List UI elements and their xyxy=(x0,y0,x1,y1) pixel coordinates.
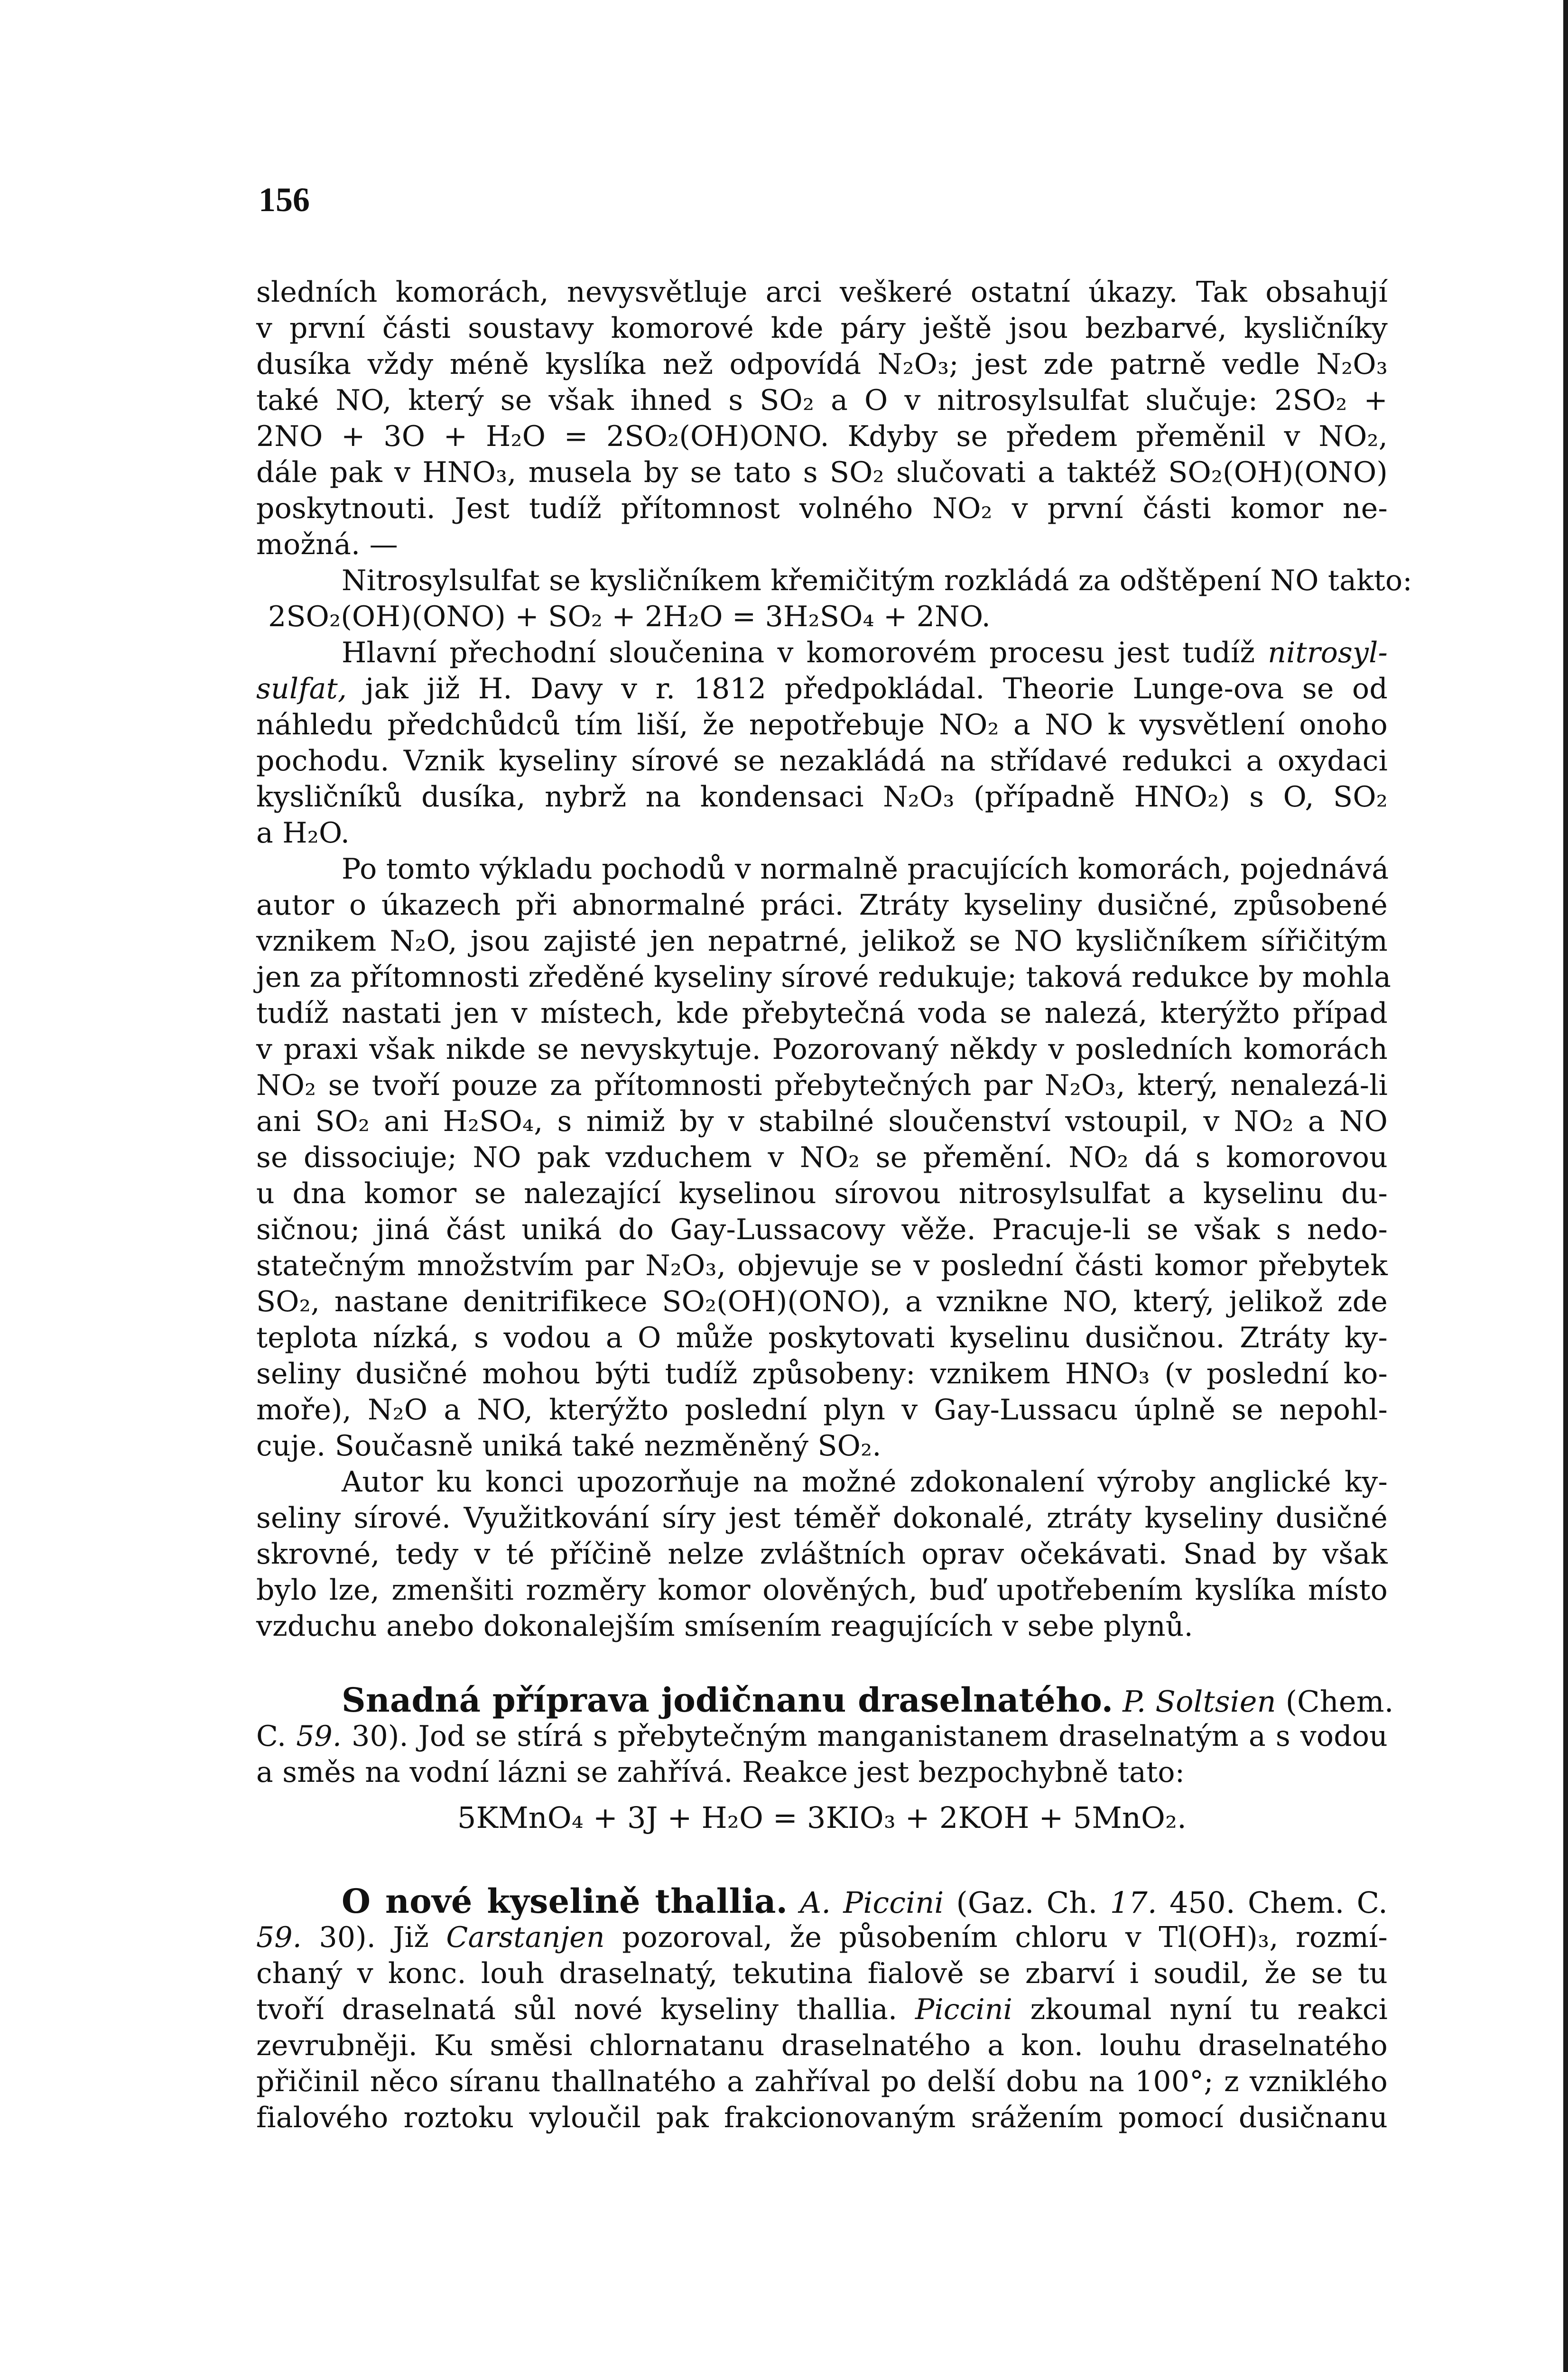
article-thallium xyxy=(256,1883,1388,2136)
text-run xyxy=(788,1885,800,1920)
text-line: teplota nízká, s vodou a O může poskytovati kyselinu dusičnou. Ztráty ky- xyxy=(256,1321,1388,1354)
text-line: pochodu. Vznik kyseliny sírové se nezakládá na střídavé redukci a oxydaci xyxy=(256,744,1388,778)
text-line xyxy=(256,635,1388,671)
text-line xyxy=(256,1919,1388,1955)
text-line: dusíka vždy méně kyslíka než odpovídá N₂O₃; jest zde patrně vedle N₂O₃ xyxy=(256,348,1388,381)
text-line: tudíž nastati jen v místech, kde přebytečná voda se nalezá, kterýžto případ xyxy=(256,997,1388,1030)
text-line: zevrubněji. Ku směsi chlornatanu draselnatého a kon. louhu draselnatého xyxy=(256,2029,1388,2062)
article-jodicnan xyxy=(256,1680,1394,1836)
text-run: tvoří draselnatá sůl nové kyseliny thallia. xyxy=(256,1993,915,2026)
text-line: Nitrosylsulfat se kysličníkem křemičitým rozkládá za odštěpení NO takto: xyxy=(342,564,1412,597)
text-run: zkoumal nyní tu reakci xyxy=(1012,1993,1388,2026)
text-line: jen za přítomnosti zředěné kyseliny sírové redukuje; taková redukce by mohla xyxy=(256,961,1392,994)
text-line: náhledu předchůdců tím liší, že nepotřebuje NO₂ a NO k vysvětlení onoho xyxy=(256,708,1388,741)
text-line: Autor ku konci upozorňuje na možné zdokonalení výroby anglické ky- xyxy=(342,1465,1388,1499)
text-run: jak již H. Davy v r. 1812 předpokládal. Theorie Lunge-ova se od xyxy=(347,672,1388,705)
text-line: cuje. Současně uniká také nezměněný SO₂. xyxy=(256,1429,881,1463)
text-line: 2NO + 3O + H₂O = 2SO₂(OH)ONO. Kdyby se předem přeměnil v NO₂, xyxy=(256,420,1388,453)
text-run: 30). Již xyxy=(302,1921,446,1954)
article-author: A. Piccini xyxy=(800,1885,944,1920)
text-line: vzduchu anebo dokonalejším smísením reagujících v sebe plynů. xyxy=(256,1610,1193,1643)
text-line: v první části soustavy komorové kde páry ještě jsou bezbarvé, kysličníky xyxy=(256,312,1388,345)
volume-number: 59. xyxy=(256,1921,302,1954)
text-line: SO₂, nastane denitrifikece SO₂(OH)(ONO), a vznikne NO, který, jelikož zde xyxy=(256,1285,1388,1318)
page-number: 156 xyxy=(259,181,310,219)
text-line: ani SO₂ ani H₂SO₄, s nimiž by v stabilné sloučenství vstoupil, v NO₂ a NO xyxy=(256,1105,1388,1138)
paragraph-conclusion xyxy=(256,1464,1388,1644)
text-line: autor o úkazech při abnormalné práci. Ztráty kyseliny dusičné, způsobené xyxy=(256,889,1388,922)
text-line: poskytnouti. Jest tudíž přítomnost volného NO₂ v první části komor ne- xyxy=(256,492,1388,525)
text-line: seliny sírové. Využitkování síry jest téměř dokonalé, ztráty kyseliny dusičné xyxy=(256,1501,1388,1535)
text-run: pozoroval, že působením chloru v Tl(OH)₃, rozmí- xyxy=(604,1921,1388,1954)
text-line: bylo lze, zmenšiti rozměry komor olověných, buď upotřebením kyslíka místo xyxy=(256,1574,1388,1607)
text-line: vznikem N₂O, jsou zajisté jen nepatrné, jelikož se NO kysličníkem sířičitým xyxy=(256,925,1388,958)
text-line: NO₂ se tvoří pouze za přítomnosti přebytečných par N₂O₃, který, nenalezá-li xyxy=(256,1069,1388,1102)
text-line: a H₂O. xyxy=(256,816,350,850)
text-line xyxy=(256,1992,1388,2028)
text-line: se dissociuje; NO pak vzduchem v NO₂ se přemění. NO₂ dá s komorovou xyxy=(256,1141,1388,1174)
text-line: také NO, který se však ihned s SO₂ a O v nitrosylsulfat slučuje: 2SO₂ + xyxy=(256,384,1388,417)
equation-line: 2SO₂(OH)(ONO) + SO₂ + 2H₂O = 3H₂SO₄ + 2NO. xyxy=(268,600,991,633)
text-run: Hlavní přechodní sloučenina v komorovém procesu jest tudíž xyxy=(342,636,1268,669)
text-line: fialového roztoku vyloučil pak frakcionovaným srážením pomocí dusičnanu xyxy=(256,2101,1388,2134)
text-line: u dna komor se nalezající kyselinou sírovou nitrosylsulfat a kyselinu du- xyxy=(256,1177,1388,1210)
paragraph-continuation xyxy=(256,274,1388,563)
volume-number: 59. xyxy=(296,1720,342,1753)
cited-author: Carstanjen xyxy=(446,1921,605,1954)
text-line: kysličníků dusíka, nybrž na kondensaci N₂O₃ (případně HNO₂) s O, SO₂ xyxy=(256,780,1388,814)
text-run: 30). Jod se stírá s přebytečným manganistanem draselnatým a s vodou xyxy=(342,1720,1388,1753)
equation-line: 5KMnO₄ + 3J + H₂O = 3KIO₃ + 2KOH + 5MnO₂. xyxy=(457,1800,1187,1835)
text-run: (Chem. xyxy=(1276,1684,1394,1719)
text-run xyxy=(1113,1684,1123,1719)
text-line: skrovné, tedy v té příčině nelze zvláštních oprav očekávati. Snad by však xyxy=(256,1538,1388,1571)
paragraph-nitrosylsulfat xyxy=(256,563,1412,635)
text-line: přičinil něco síranu thallnatého a zahříval po delší dobu na 100°; z vzniklého xyxy=(256,2065,1388,2098)
paragraph-abnormal xyxy=(256,851,1392,1464)
text-run: (Gaz. Ch. xyxy=(944,1885,1110,1920)
article-heading-line xyxy=(256,1883,1388,1919)
text-run: C. xyxy=(256,1720,297,1753)
text-line: Po tomto výkladu pochodů v normalně pracujících komorách, pojednává xyxy=(342,852,1389,886)
text-run: 450. Chem. C. xyxy=(1157,1885,1388,1920)
paragraph-hlavni xyxy=(256,635,1388,851)
text-line: možná. — xyxy=(256,528,398,561)
italic-term: sulfat, xyxy=(256,672,347,705)
text-line xyxy=(256,671,1388,707)
article-title: Snadná příprava jodičnanu draselnatého. xyxy=(342,1680,1113,1720)
text-line: dále pak v HNO₃, musela by se tato s SO₂ slučovati a taktéž SO₂(OH)(ONO) xyxy=(256,456,1388,489)
article-author: P. Soltsien xyxy=(1123,1684,1276,1719)
text-line: sičnou; jiná část uniká do Gay-Lussacovy věže. Pracuje-li se však s nedo- xyxy=(256,1213,1388,1246)
article-heading-line xyxy=(256,1680,1394,1720)
text-line: seliny dusičné mohou býti tudíž způsobeny: vznikem HNO₃ (v poslední ko- xyxy=(256,1357,1388,1390)
italic-term: nitrosyl- xyxy=(1268,636,1388,669)
text-line: statečným množstvím par N₂O₃, objevuje se v poslední části komor přebytek xyxy=(256,1249,1388,1282)
article-title: O nové kyselině thallia. xyxy=(342,1881,788,1921)
text-line: chaný v konc. louh draselnatý, tekutina fialově se zbarví i soudil, že se tu xyxy=(256,1957,1388,1990)
volume-number: 17. xyxy=(1110,1885,1157,1920)
text-line: sledních komorách, nevysvětluje arci veškeré ostatní úkazy. Tak obsahují xyxy=(256,276,1388,309)
text-line: v praxi však nikde se nevyskytuje. Pozorovaný někdy v posledních komorách xyxy=(256,1033,1388,1066)
text-line: moře), N₂O a NO, kterýžto poslední plyn v Gay-Lussacu úplně se nepohl- xyxy=(256,1393,1388,1427)
text-line: a směs na vodní lázni se zahřívá. Reakce jest bezpochybně tato: xyxy=(256,1756,1185,1789)
text-line xyxy=(256,1718,1388,1754)
page-edge-right xyxy=(1563,0,1568,2372)
cited-author: Piccini xyxy=(915,1993,1013,2026)
